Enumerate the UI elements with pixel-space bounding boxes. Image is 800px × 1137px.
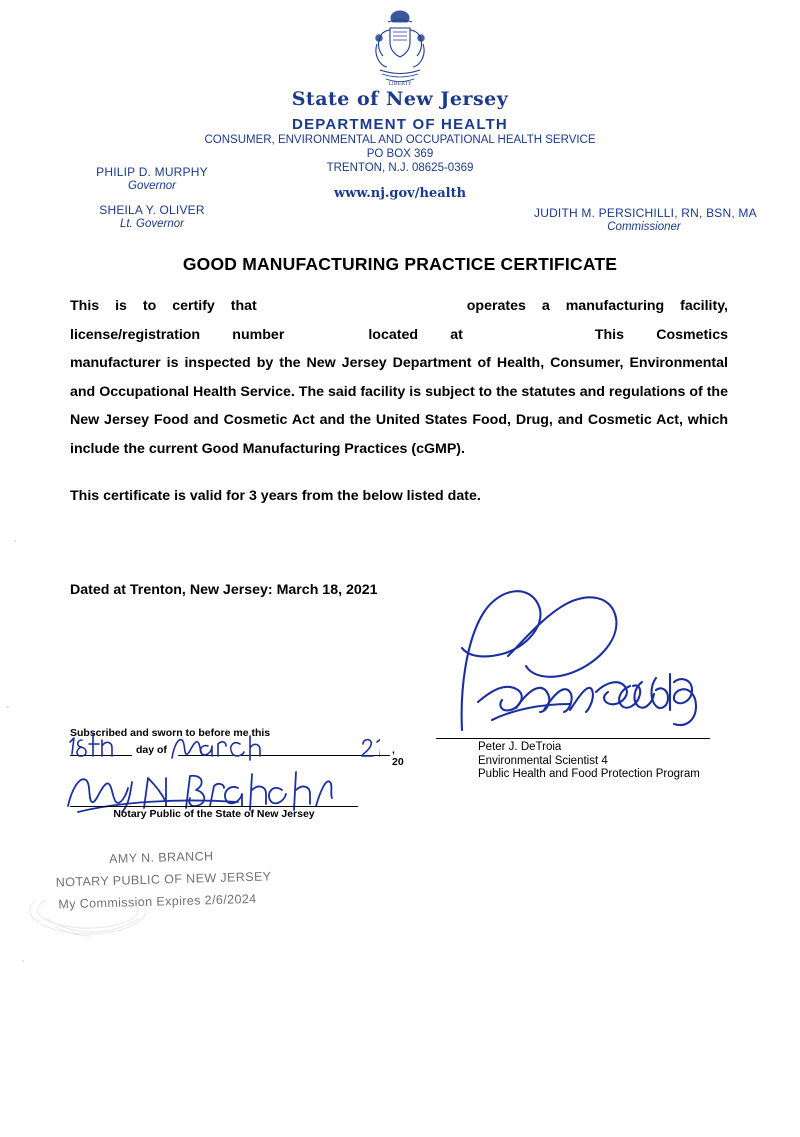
city-state-zip-line: TRENTON, N.J. 08625-0369 <box>326 162 474 174</box>
officials-right-column <box>534 206 757 233</box>
svg-text:LIBERTY: LIBERTY <box>388 81 412 87</box>
certificate-paragraph-1 <box>70 292 728 464</box>
officials-left-column <box>62 165 242 230</box>
peter-detroia-signature-icon <box>420 570 710 750</box>
governor-title: Governor <box>128 180 176 192</box>
dated-line: Dated at Trenton, New Jersey: March 18, 2021 <box>70 582 378 598</box>
notary-stamp-line-2: NOTARY PUBLIC OF NEW JERSEY <box>55 869 272 890</box>
embossed-notary-seal-icon <box>26 900 176 956</box>
po-box-line: PO BOX 369 <box>366 148 434 160</box>
official-lt-governor <box>62 203 242 230</box>
page-title: GOOD MANUFACTURING PRACTICE CERTIFICATE <box>182 254 618 274</box>
department-name: DEPARTMENT OF HEALTH <box>292 116 508 133</box>
scan-speck <box>22 960 24 962</box>
day-of-label: day of <box>136 744 167 756</box>
scan-speck <box>6 706 9 708</box>
lt-governor-name: SHEILA Y. OLIVER <box>99 203 205 217</box>
official-commissioner <box>534 206 757 233</box>
signatory-name: Peter J. DeTroia <box>478 741 562 753</box>
governor-name: PHILIP D. MURPHY <box>96 165 208 179</box>
lt-governor-title: Lt. Governor <box>120 218 184 230</box>
scan-speck <box>14 540 16 542</box>
signatory-title-1: Environmental Scientist 4 <box>478 754 608 767</box>
certify-text-part-3: license/registration number <box>70 326 285 343</box>
certify-text-part-1: This is to certify that <box>70 298 257 314</box>
notary-stamp-line-3: My Commission Expires 2/6/2024 <box>58 891 257 912</box>
signature-rule <box>436 738 710 739</box>
notary-signature-rule <box>70 806 358 807</box>
year-prefix-label: , 20 <box>392 744 404 768</box>
certify-text-part-4: located at <box>368 326 463 343</box>
notary-caption: Notary Public of the State of New Jersey <box>113 808 315 820</box>
notary-stamp-line-1: AMY N. BRANCH <box>108 849 214 866</box>
signatory-details <box>478 741 700 782</box>
certify-text-part-5: This Cosmetics manufacturer is inspected by the New Jersey Department of Health, Consumer, Environmental and Occupational Health Service. The said facility is subject to the statutes and regulations of the New Jersey Food and Cosmetic Act and the United States Food, Drug, and Cosmetic Act, which include the current Good Manufacturing Practices (cGMP). <box>70 326 728 457</box>
signatory-title-2: Public Health and Food Protection Program <box>478 768 700 780</box>
official-governor <box>62 165 242 192</box>
website-link[interactable]: www.nj.gov/health <box>333 186 467 201</box>
state-name: State of New Jersey <box>291 88 509 110</box>
certificate-paragraph-2: This certificate is valid for 3 years from the below listed date. <box>70 487 481 504</box>
certify-text-part-2: operates a manufacturing facility, <box>466 298 728 314</box>
certificate-body <box>70 292 728 510</box>
commissioner-name: JUDITH M. PERSICHILLI, RN, BSN, MA <box>534 206 757 220</box>
new-jersey-state-seal-icon <box>364 8 436 88</box>
notary-sworn-text: Subscribed and sworn to before me this <box>70 727 271 739</box>
commissioner-title: Commissioner <box>607 221 681 233</box>
service-line: CONSUMER, ENVIRONMENTAL AND OCCUPATIONAL HEALTH SERVICE <box>204 134 596 146</box>
